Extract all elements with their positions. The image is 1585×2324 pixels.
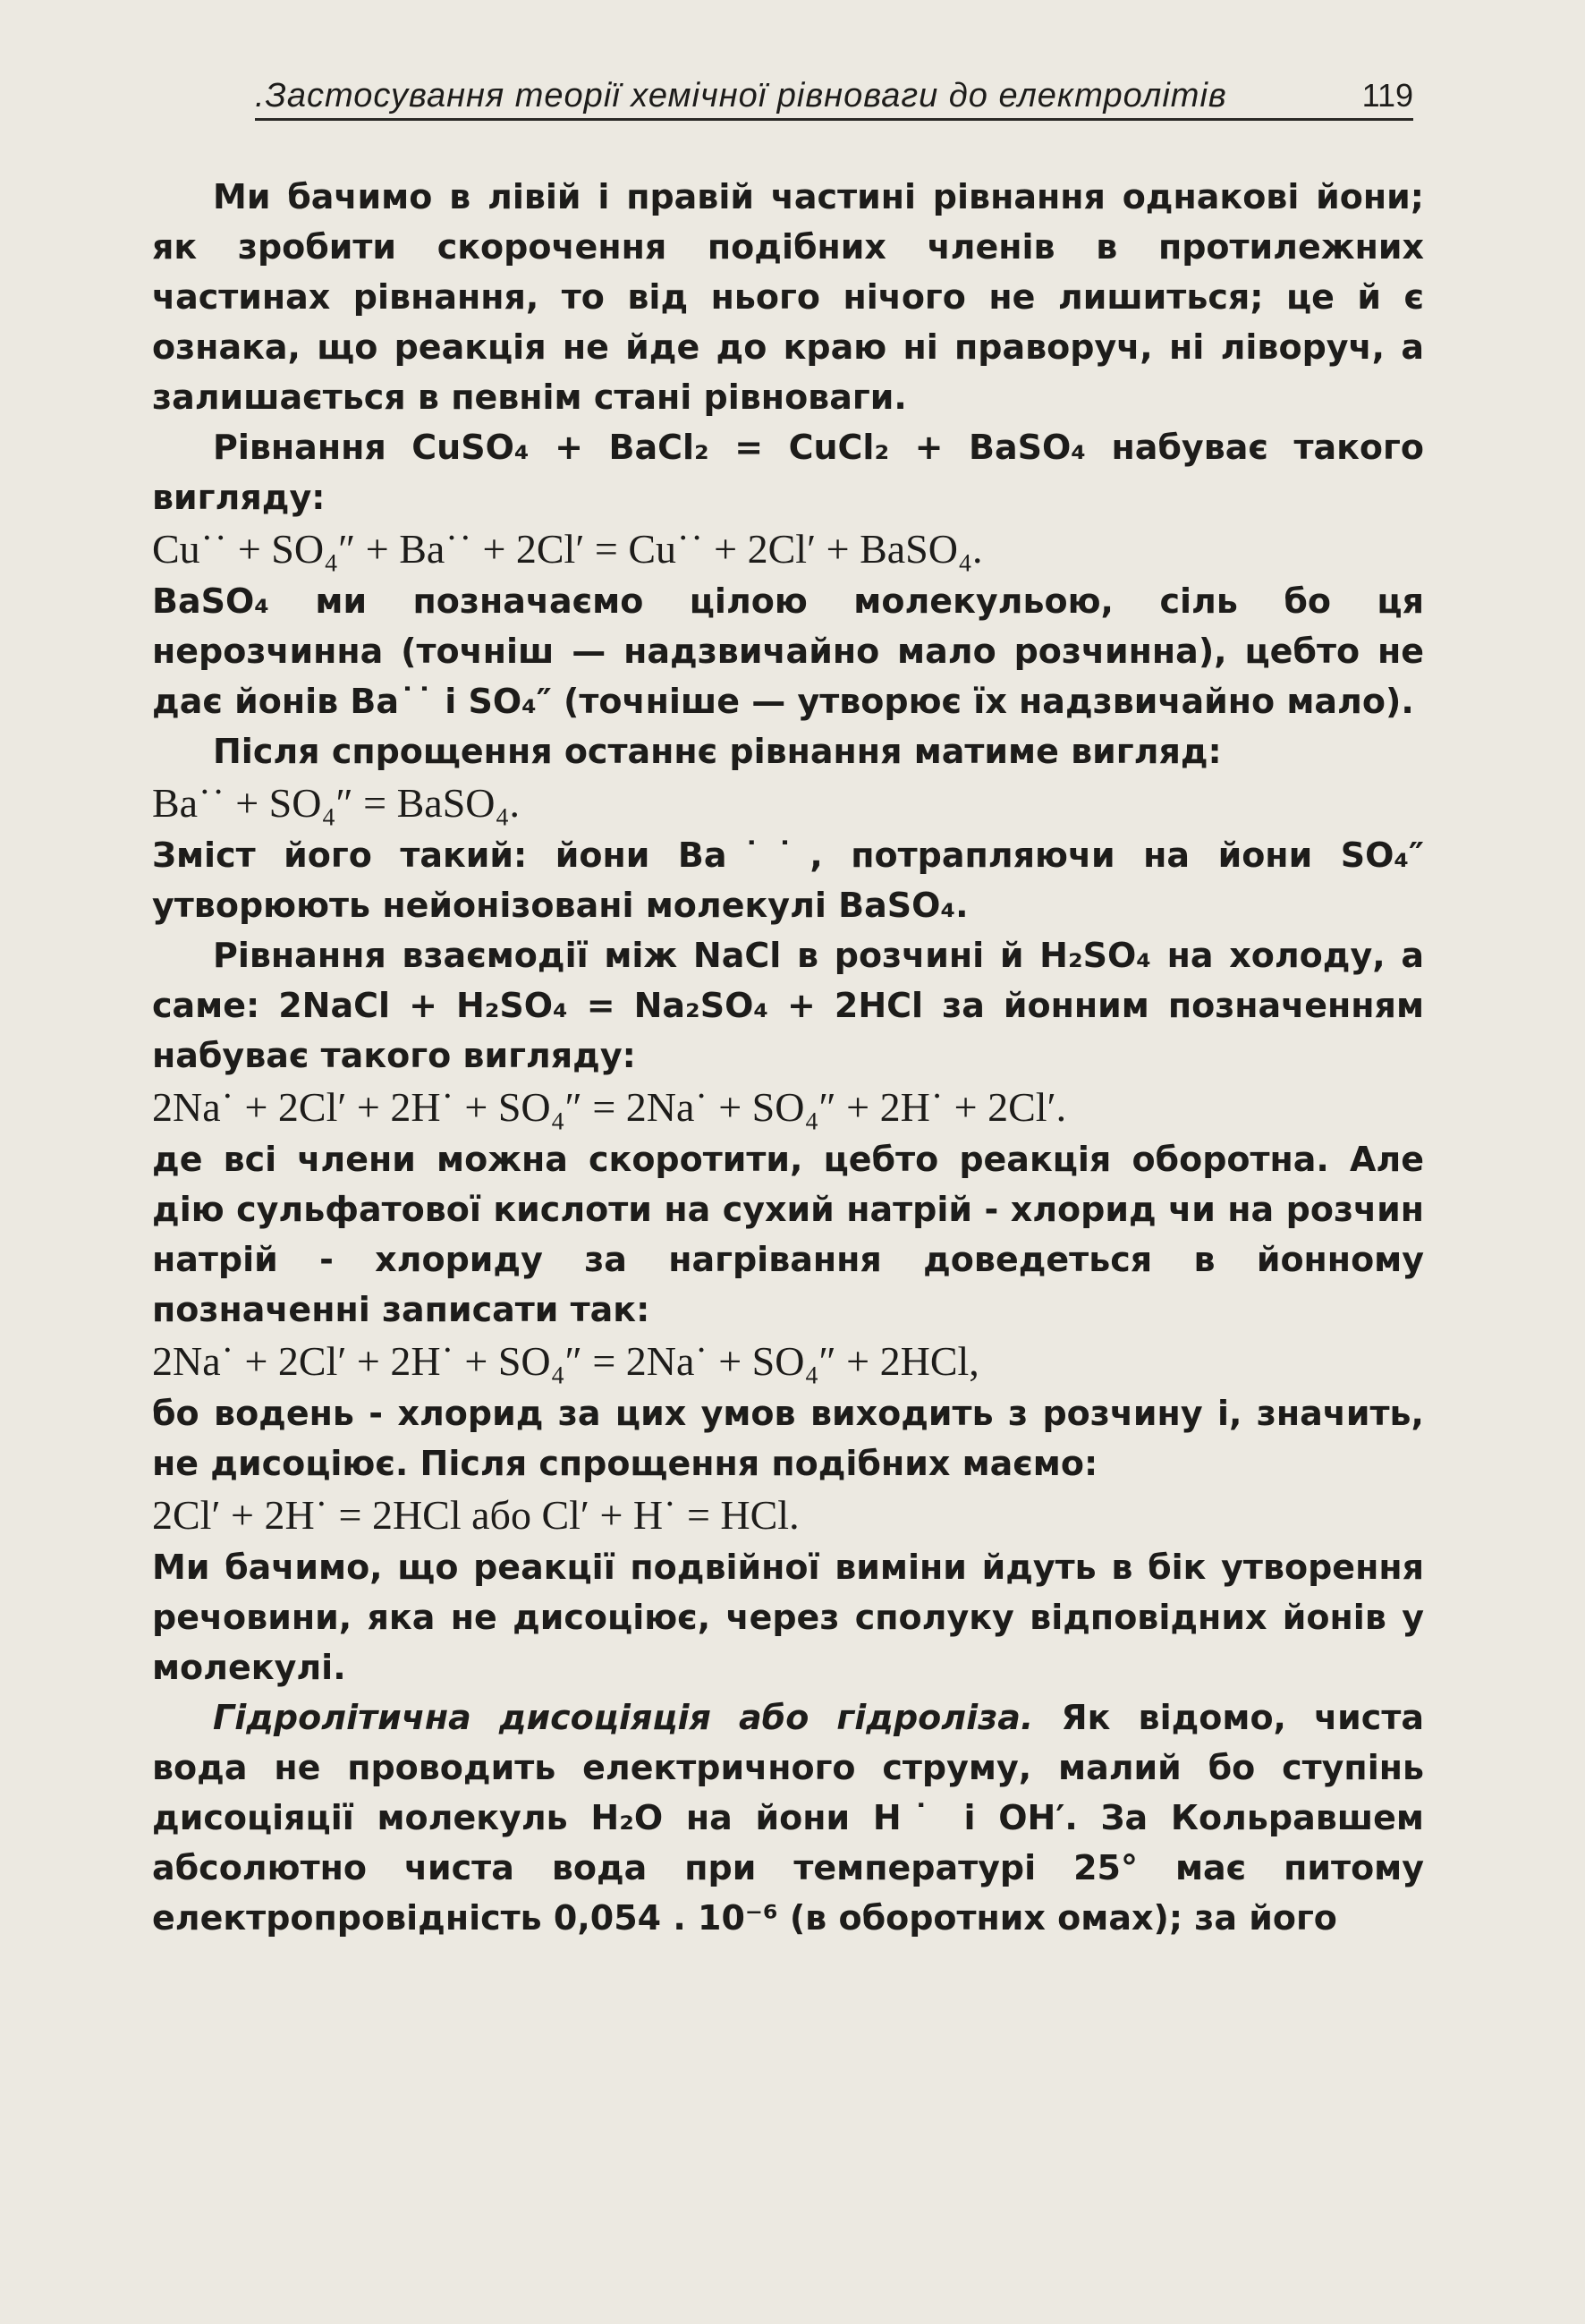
page-header: [255, 73, 1413, 121]
paragraph: Ми бачимо в лівій і правій частині рівнання однакові йони; як зробити скорочення подібних членів в протилежних частинах рівнання, то від нього нічого не лишиться; це й є ознака, що реакція не йде до краю ні праворуч, ні ліворуч, а залишається в певнім стані рівноваги.: [152, 177, 1424, 417]
equation: Ba˙˙ + SO₄″ = BaSO₄.: [152, 780, 521, 826]
running-title: .Застосування теорії хемічної рівноваги до електролітів: [255, 77, 1227, 115]
page-number: 119: [1361, 77, 1413, 114]
paragraph-text: Як відомо, чиста вода не проводить електричного струму, малий бо ступінь дисоціяції молекуль H₂O на йони H˙ і OH′. За Кольравшем абсолютно чиста вода при температурі 25° має питому електропровідність 0,054 . 10⁻⁶ (в оборотних омах); за його: [152, 1698, 1424, 1938]
paragraph: BaSO₄ ми позначаємо цілою молекульою, сіль бо ця нерозчинна (точніш — надзвичайно мало розчинна), цебто не дає йонів Ba˙˙ і SO₄″ (точніше — утворює їх надзвичайно мало).: [152, 581, 1424, 721]
equation: 2Na˙ + 2Cl′ + 2H˙ + SO₄″ = 2Na˙ + SO₄″ + 2HCl,: [152, 1338, 979, 1384]
paragraph: бо водень - хлорид за цих умов виходить з розчину і, значить, не дисоціює. Після спрощення подібних маємо:: [152, 1394, 1424, 1483]
paragraph: Рівнання взаємодії між NaCl в розчині й H₂SO₄ на холоду, а саме: 2NaCl + H₂SO₄ = Na₂SO₄ + 2HCl за йонним позначенням набуває такого вигляду:: [152, 936, 1424, 1075]
paragraph: [152, 1692, 1424, 1943]
paragraph: Після спрощення останнє рівнання матиме вигляд:: [213, 732, 1222, 771]
paragraph: Рівнання CuSO₄ + BaCl₂ = CuCl₂ + BaSO₄ набуває такого вигляду:: [152, 428, 1424, 517]
main-text: [152, 172, 1424, 1943]
equation: Cu˙˙ + SO₄″ + Ba˙˙ + 2Cl′ = Cu˙˙ + 2Cl′ + BaSO₄.: [152, 526, 983, 572]
paragraph: Ми бачимо, що реакції подвійної виміни йдуть в бік утворення речовини, яка не дисоціює, через сполуку відповідних йонів у молекулі.: [152, 1548, 1424, 1687]
equation: 2Cl′ + 2H˙ = 2HCl або Cl′ + H˙ = HCl.: [152, 1492, 800, 1538]
section-heading-italic: Гідролітична дисоціяція або гідроліза.: [213, 1698, 1034, 1737]
paragraph: Зміст його такий: йони Ba˙˙, потрапляючи на йони SO₄″ утворюють нейонізовані молекулі BaSO₄.: [152, 835, 1424, 925]
paragraph: де всі члени можна скоротити, цебто реакція оборотна. Але дію сульфатової кислоти на сухий натрій - хлорид чи на розчин натрій - хлориду за нагрівання доведеться в йонному позначенні записати так:: [152, 1140, 1424, 1329]
equation: 2Na˙ + 2Cl′ + 2H˙ + SO₄″ = 2Na˙ + SO₄″ + 2H˙ + 2Cl′.: [152, 1084, 1067, 1130]
